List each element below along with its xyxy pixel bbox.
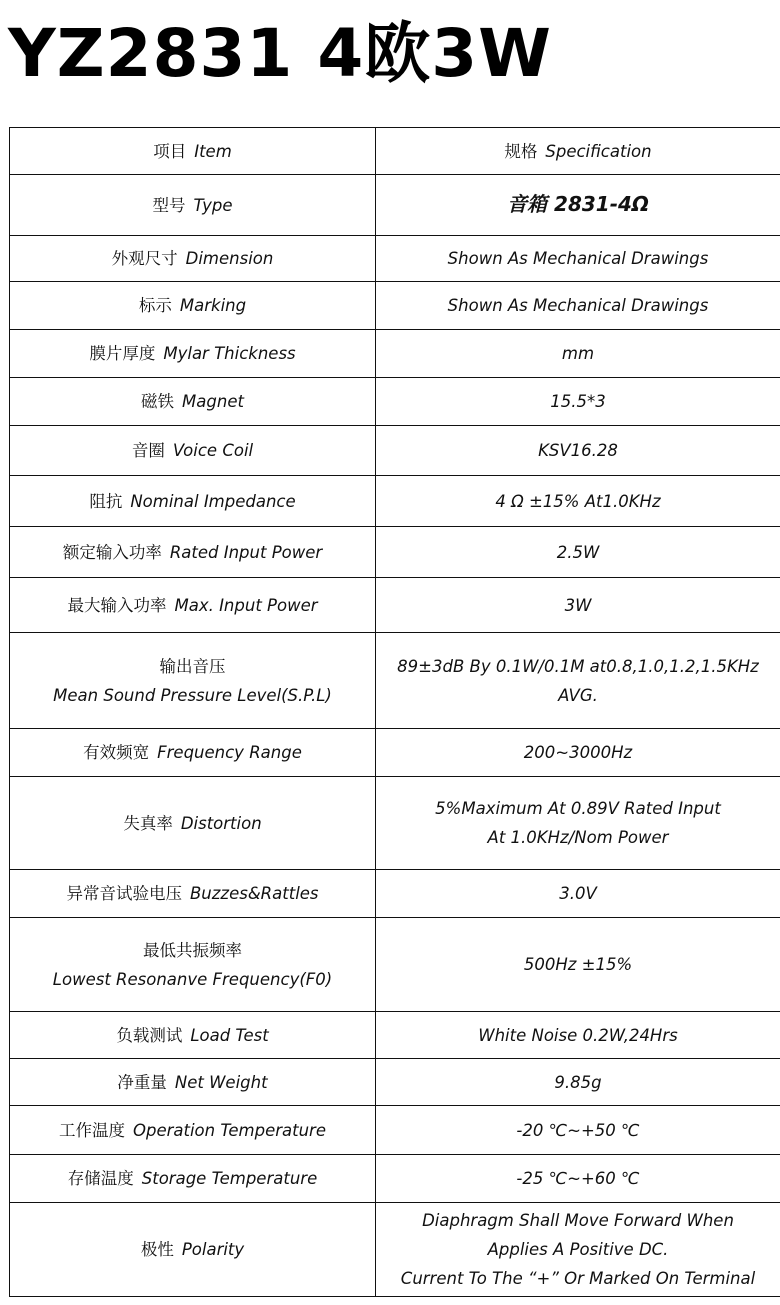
item-zh: 失真率 xyxy=(123,813,173,833)
table-row-dimension xyxy=(10,236,780,282)
header-item-zh: 项目 xyxy=(153,141,187,161)
spec-cell xyxy=(376,1012,780,1059)
item-zh: 极性 xyxy=(140,1240,174,1259)
item-cell xyxy=(10,1155,376,1203)
item-en: Storage Temperature xyxy=(141,1169,318,1188)
spec-value: KSV16.28 xyxy=(538,441,618,460)
item-cell xyxy=(10,476,376,527)
table-row-polarity xyxy=(10,1203,780,1297)
spec-value: 500Hz ±15% xyxy=(523,955,633,974)
spec-value: White Noise 0.2W,24Hrs xyxy=(478,1025,678,1045)
spec-cell xyxy=(376,330,780,378)
spec-value: -25 ℃~+60 ℃ xyxy=(516,1169,640,1188)
spec-value-line-1: 89±3dB By 0.1W/0.1M at0.8,1.0,1.2,1.5KHz xyxy=(397,656,759,676)
table-row-voice-coil xyxy=(10,426,780,476)
spec-cell xyxy=(376,1059,780,1106)
spec-cell xyxy=(376,527,780,578)
spec-value: 200~3000Hz xyxy=(523,743,633,762)
item-zh: 净重量 xyxy=(117,1072,167,1092)
item-zh: 外观尺寸 xyxy=(111,249,178,268)
spec-cell xyxy=(376,378,780,426)
item-cell xyxy=(10,527,376,578)
item-zh: 型号 xyxy=(152,195,186,215)
table-row-magnet xyxy=(10,378,780,426)
spec-value-line-2: Applies A Positive DC. xyxy=(487,1240,669,1259)
spec-value: 3.0V xyxy=(559,884,597,903)
item-zh: 标示 xyxy=(138,296,172,315)
item-zh: 输出音压 xyxy=(159,656,226,676)
table-row-impedance xyxy=(10,476,780,527)
spec-value-line-1: 5%Maximum At 0.89V Rated Input xyxy=(435,799,721,818)
spec-cell xyxy=(376,1203,780,1297)
spec-cell xyxy=(376,1106,780,1155)
table-row-marking xyxy=(10,282,780,330)
spec-cell xyxy=(376,282,780,330)
item-zh: 额定输入功率 xyxy=(62,542,162,562)
spec-value-line-1: Diaphragm Shall Move Forward When xyxy=(422,1211,734,1230)
spec-value: 音箱 2831-4Ω xyxy=(507,192,649,216)
spec-cell xyxy=(376,476,780,527)
spec-value: -20 ℃~+50 ℃ xyxy=(516,1120,640,1140)
item-cell xyxy=(10,870,376,918)
item-en: Marking xyxy=(179,296,247,315)
item-cell xyxy=(10,426,376,476)
spec-value-line-2: AVG. xyxy=(558,685,598,705)
table-row-load-test xyxy=(10,1012,780,1059)
spec-value: 3W xyxy=(564,595,592,615)
item-cell xyxy=(10,777,376,870)
item-zh: 最大输入功率 xyxy=(67,595,167,615)
item-en: Mylar Thickness xyxy=(163,344,296,363)
item-cell xyxy=(10,236,376,282)
item-zh: 负载测试 xyxy=(116,1025,183,1045)
table-row-mylar-thickness xyxy=(10,330,780,378)
table-row-distortion xyxy=(10,777,780,870)
item-en: Distortion xyxy=(180,813,262,833)
item-en: Load Test xyxy=(190,1025,269,1045)
item-cell xyxy=(10,378,376,426)
spec-cell xyxy=(376,175,780,236)
header-spec-zh: 规格 xyxy=(504,141,538,161)
item-zh: 工作温度 xyxy=(58,1120,125,1140)
spec-value: 2.5W xyxy=(556,542,600,562)
item-en: Mean Sound Pressure Level(S.P.L) xyxy=(53,685,332,705)
item-en: Rated Input Power xyxy=(169,542,323,562)
item-en: Polarity xyxy=(181,1240,245,1259)
table-row-storage-temperature xyxy=(10,1155,780,1203)
item-en: Magnet xyxy=(182,392,244,411)
table-header-row xyxy=(10,128,780,175)
item-en: Frequency Range xyxy=(157,743,302,762)
spec-value-line-3: Current To The “+” Or Marked On Terminal xyxy=(400,1269,756,1288)
spec-cell xyxy=(376,1155,780,1203)
table-row-resonance-frequency xyxy=(10,918,780,1012)
item-en: Buzzes&Rattles xyxy=(189,884,319,903)
spec-cell xyxy=(376,426,780,476)
table-row-type xyxy=(10,175,780,236)
spec-cell xyxy=(376,918,780,1012)
item-zh: 音圈 xyxy=(131,441,165,460)
item-cell xyxy=(10,1203,376,1297)
item-zh: 最低共振频率 xyxy=(143,940,242,960)
page-title: YZ2831 4欧3W xyxy=(8,15,552,92)
item-cell xyxy=(10,330,376,378)
item-cell xyxy=(10,1012,376,1059)
item-en: Operation Temperature xyxy=(132,1120,326,1140)
spec-cell xyxy=(376,578,780,633)
spec-cell xyxy=(376,870,780,918)
header-spec-cell xyxy=(376,128,780,175)
item-en: Net Weight xyxy=(174,1072,268,1092)
item-zh: 存储温度 xyxy=(67,1169,134,1188)
item-cell xyxy=(10,282,376,330)
table-row-net-weight xyxy=(10,1059,780,1106)
item-cell xyxy=(10,918,376,1012)
spec-value: 4 Ω ±15% At1.0KHz xyxy=(495,491,661,511)
spec-value: Shown As Mechanical Drawings xyxy=(447,249,709,268)
spec-value-line-2: At 1.0KHz/Nom Power xyxy=(487,828,669,847)
item-cell xyxy=(10,1106,376,1155)
table-row-buzzes-rattles xyxy=(10,870,780,918)
spec-table xyxy=(9,127,780,1297)
spec-value: mm xyxy=(561,344,595,363)
spec-cell xyxy=(376,777,780,870)
item-zh: 异常音试验电压 xyxy=(66,884,182,903)
table-row-rated-input-power xyxy=(10,527,780,578)
item-zh: 磁铁 xyxy=(141,392,175,411)
item-cell xyxy=(10,1059,376,1106)
header-spec-en: Specification xyxy=(545,141,652,161)
spec-cell xyxy=(376,729,780,777)
item-cell xyxy=(10,633,376,729)
item-en: Type xyxy=(193,195,233,215)
table-row-max-input-power xyxy=(10,578,780,633)
header-item-en: Item xyxy=(194,141,232,161)
item-en: Dimension xyxy=(185,249,274,268)
item-en: Nominal Impedance xyxy=(130,491,296,511)
table-row-frequency-range xyxy=(10,729,780,777)
item-cell xyxy=(10,729,376,777)
item-cell xyxy=(10,578,376,633)
item-zh: 阻抗 xyxy=(89,491,123,511)
header-item-cell xyxy=(10,128,376,175)
spec-value: 15.5*3 xyxy=(550,392,606,411)
spec-cell xyxy=(376,236,780,282)
item-en: Lowest Resonanve Frequency(F0) xyxy=(52,969,333,989)
spec-cell xyxy=(376,633,780,729)
item-cell xyxy=(10,175,376,236)
item-zh: 有效频宽 xyxy=(83,743,150,762)
item-en: Voice Coil xyxy=(172,441,254,460)
spec-value: Shown As Mechanical Drawings xyxy=(447,296,709,315)
item-zh: 膜片厚度 xyxy=(89,344,156,363)
item-en: Max. Input Power xyxy=(174,595,318,615)
table-row-spl xyxy=(10,633,780,729)
spec-value: 9.85g xyxy=(554,1072,602,1092)
table-row-operation-temperature xyxy=(10,1106,780,1155)
